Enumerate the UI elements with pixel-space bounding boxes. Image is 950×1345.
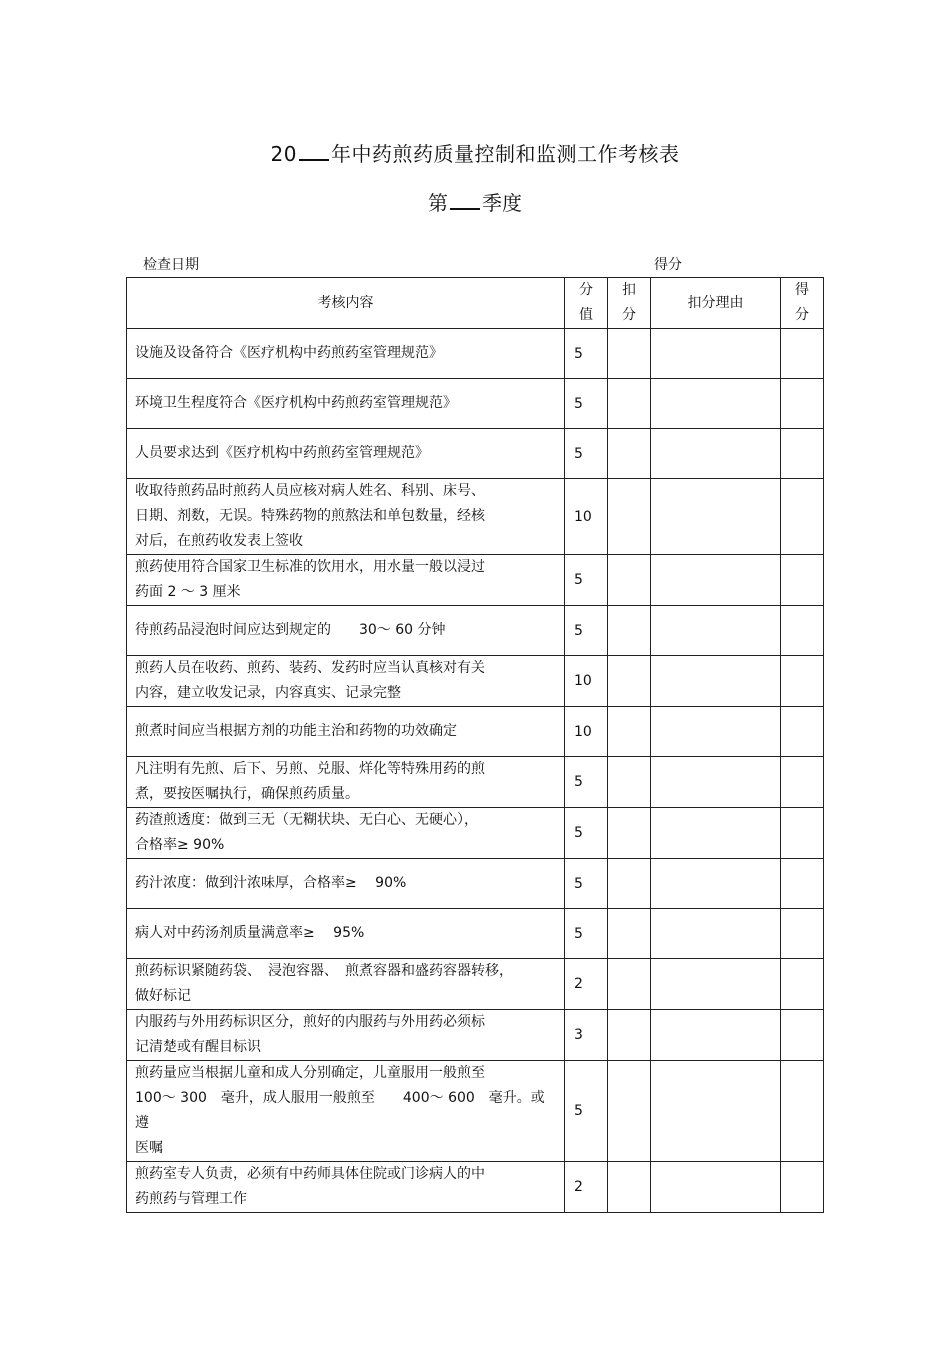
row-score-cell[interactable] xyxy=(781,1061,824,1162)
row-reason-cell[interactable] xyxy=(651,757,781,808)
row-reason-cell[interactable] xyxy=(651,707,781,757)
row-deduct-cell[interactable] xyxy=(608,1061,651,1162)
row-score-cell[interactable] xyxy=(781,329,824,379)
header-reason: 扣分理由 xyxy=(651,278,781,329)
row-score-cell[interactable] xyxy=(781,656,824,707)
row-reason-cell[interactable] xyxy=(651,379,781,429)
row-reason-cell[interactable] xyxy=(651,429,781,479)
row-score-cell[interactable] xyxy=(781,429,824,479)
table-row xyxy=(127,555,824,606)
row-content: 待煎药品浸泡时间应达到规定的 30～ 60 分钟 xyxy=(127,606,565,656)
row-deduct-cell[interactable] xyxy=(608,959,651,1010)
row-deduct-cell[interactable] xyxy=(608,1010,651,1061)
row-deduct-cell[interactable] xyxy=(608,707,651,757)
row-deduct-cell[interactable] xyxy=(608,909,651,959)
table-header-row xyxy=(127,278,824,329)
row-points: 5 xyxy=(565,859,608,909)
quarter-blank xyxy=(450,190,480,210)
row-reason-cell[interactable] xyxy=(651,1162,781,1213)
title-suffix: 年中药煎药质量控制和监测工作考核表 xyxy=(330,142,680,166)
row-deduct-cell[interactable] xyxy=(608,479,651,555)
row-deduct-cell[interactable] xyxy=(608,1162,651,1213)
row-score-cell[interactable] xyxy=(781,379,824,429)
row-points: 5 xyxy=(565,808,608,859)
row-deduct-cell[interactable] xyxy=(608,329,651,379)
row-content: 收取待煎药品时煎药人员应核对病人姓名、科别、床号、 日期、剂数，无误。特殊药物的煎熬法和单包数量，经核 对后，在煎药收发表上签收 xyxy=(127,479,565,555)
row-deduct-cell[interactable] xyxy=(608,656,651,707)
page-subtitle xyxy=(0,187,950,216)
row-points: 5 xyxy=(565,379,608,429)
row-points: 5 xyxy=(565,329,608,379)
row-content: 药汁浓度：做到汁浓味厚，合格率≥ 90% xyxy=(127,859,565,909)
row-reason-cell[interactable] xyxy=(651,859,781,909)
row-reason-cell[interactable] xyxy=(651,1010,781,1061)
row-points: 2 xyxy=(565,1162,608,1213)
row-score-cell[interactable] xyxy=(781,909,824,959)
row-score-cell[interactable] xyxy=(781,959,824,1010)
title-prefix: 20 xyxy=(270,142,297,166)
header-content: 考核内容 xyxy=(127,278,565,329)
table-row xyxy=(127,808,824,859)
row-score-cell[interactable] xyxy=(781,479,824,555)
row-reason-cell[interactable] xyxy=(651,808,781,859)
total-score-label: 得分 xyxy=(654,257,682,273)
table-row xyxy=(127,606,824,656)
table-row xyxy=(127,479,824,555)
row-points: 5 xyxy=(565,757,608,808)
row-deduct-cell[interactable] xyxy=(608,808,651,859)
page-title xyxy=(0,138,950,167)
row-content: 煎药量应当根据儿童和成人分别确定，儿童服用一般煎至 100～ 300 毫升，成人服用一般煎至 400～ 600 毫升。或遵 医嘱 xyxy=(127,1061,565,1162)
row-content: 药渣煎透度：做到三无（无糊状块、无白心、无硬心）， 合格率≥ 90% xyxy=(127,808,565,859)
table-row xyxy=(127,757,824,808)
row-score-cell[interactable] xyxy=(781,555,824,606)
row-points: 5 xyxy=(565,606,608,656)
row-content: 病人对中药汤剂质量满意率≥ 95% xyxy=(127,909,565,959)
row-deduct-cell[interactable] xyxy=(608,379,651,429)
row-points: 5 xyxy=(565,555,608,606)
table-row xyxy=(127,1162,824,1213)
row-deduct-cell[interactable] xyxy=(608,555,651,606)
table-row xyxy=(127,909,824,959)
row-content: 煎药人员在收药、煎药、装药、发药时应当认真核对有关 内容，建立收发记录，内容真实、记录完整 xyxy=(127,656,565,707)
row-reason-cell[interactable] xyxy=(651,1061,781,1162)
table-row xyxy=(127,959,824,1010)
row-score-cell[interactable] xyxy=(781,1010,824,1061)
row-points: 5 xyxy=(565,429,608,479)
row-points: 5 xyxy=(565,1061,608,1162)
row-reason-cell[interactable] xyxy=(651,959,781,1010)
row-points: 5 xyxy=(565,909,608,959)
row-content: 煎煮时间应当根据方剂的功能主治和药物的功效确定 xyxy=(127,707,565,757)
table-row xyxy=(127,429,824,479)
row-reason-cell[interactable] xyxy=(651,656,781,707)
table-row xyxy=(127,656,824,707)
row-score-cell[interactable] xyxy=(781,859,824,909)
row-points: 10 xyxy=(565,479,608,555)
row-score-cell[interactable] xyxy=(781,606,824,656)
row-content: 环境卫生程度符合《医疗机构中药煎药室管理规范》 xyxy=(127,379,565,429)
table-row xyxy=(127,1010,824,1061)
row-content: 设施及设备符合《医疗机构中药煎药室管理规范》 xyxy=(127,329,565,379)
row-content: 凡注明有先煎、后下、另煎、兑服、烊化等特殊用药的煎 煮，要按医嘱执行，确保煎药质量。 xyxy=(127,757,565,808)
row-reason-cell[interactable] xyxy=(651,479,781,555)
row-score-cell[interactable] xyxy=(781,1162,824,1213)
row-content: 人员要求达到《医疗机构中药煎药室管理规范》 xyxy=(127,429,565,479)
row-points: 3 xyxy=(565,1010,608,1061)
row-reason-cell[interactable] xyxy=(651,555,781,606)
row-points: 10 xyxy=(565,656,608,707)
subtitle-suffix: 季度 xyxy=(482,191,522,215)
table-row xyxy=(127,707,824,757)
row-reason-cell[interactable] xyxy=(651,329,781,379)
row-reason-cell[interactable] xyxy=(651,909,781,959)
header-deduct: 扣 分 xyxy=(608,278,651,329)
row-score-cell[interactable] xyxy=(781,707,824,757)
row-deduct-cell[interactable] xyxy=(608,757,651,808)
table-row xyxy=(127,859,824,909)
header-points: 分 值 xyxy=(565,278,608,329)
assessment-table xyxy=(126,277,824,1213)
row-points: 10 xyxy=(565,707,608,757)
row-deduct-cell[interactable] xyxy=(608,859,651,909)
row-score-cell[interactable] xyxy=(781,808,824,859)
row-deduct-cell[interactable] xyxy=(608,429,651,479)
row-content: 内服药与外用药标识区分，煎好的内服药与外用药必须标 记清楚或有醒目标识 xyxy=(127,1010,565,1061)
row-points: 2 xyxy=(565,959,608,1010)
row-deduct-cell[interactable] xyxy=(608,606,651,656)
row-reason-cell[interactable] xyxy=(651,606,781,656)
row-content: 煎药使用符合国家卫生标准的饮用水，用水量一般以浸过 药面 2 ～ 3 厘米 xyxy=(127,555,565,606)
subtitle-prefix: 第 xyxy=(428,191,448,215)
year-blank xyxy=(299,141,329,161)
table-row xyxy=(127,1061,824,1162)
table-row xyxy=(127,329,824,379)
table-row xyxy=(127,379,824,429)
row-content: 煎药室专人负责，必须有中药师具体住院或门诊病人的中 药煎药与管理工作 xyxy=(127,1162,565,1213)
check-date-label: 检查日期 xyxy=(143,257,199,273)
row-content: 煎药标识紧随药袋、 浸泡容器、 煎煮容器和盛药容器转移， 做好标记 xyxy=(127,959,565,1010)
header-score: 得 分 xyxy=(781,278,824,329)
row-score-cell[interactable] xyxy=(781,757,824,808)
